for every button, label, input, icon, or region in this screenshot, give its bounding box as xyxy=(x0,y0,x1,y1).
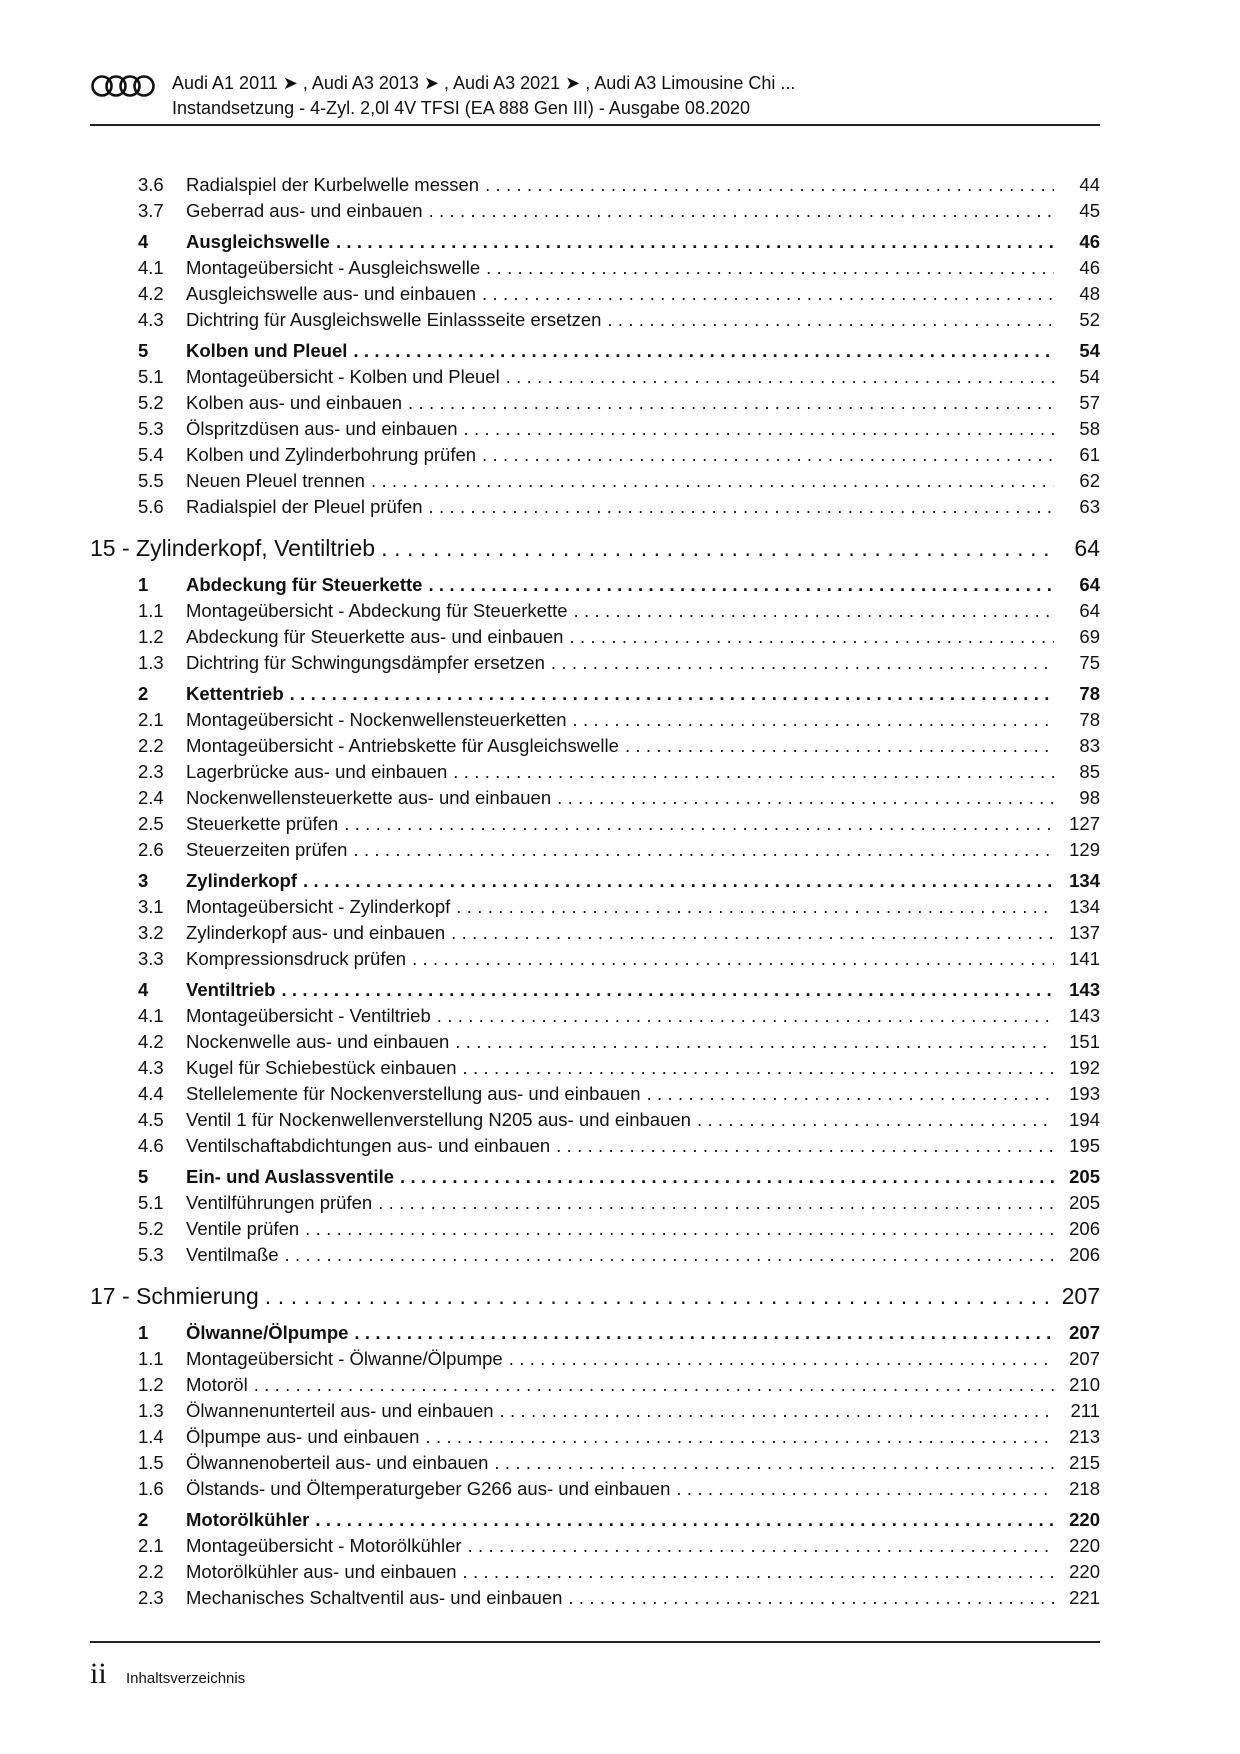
toc-title: Lagerbrücke aus- und einbauen xyxy=(186,761,448,782)
toc-entry[interactable] xyxy=(90,418,1100,444)
toc-page-number: 205 xyxy=(1069,1192,1100,1213)
toc-leader-dots xyxy=(303,870,1054,892)
toc-leader-dots xyxy=(429,496,1054,518)
toc-number: 5.6 xyxy=(138,496,164,517)
toc-number: 2.6 xyxy=(138,839,164,860)
toc-entry[interactable] xyxy=(90,1109,1100,1135)
toc-title: Radialspiel der Kurbelwelle messen xyxy=(186,174,480,195)
toc-title: Steuerzeiten prüfen xyxy=(186,839,348,860)
toc-leader-dots xyxy=(381,535,1048,562)
toc-page-number: 54 xyxy=(1079,366,1100,387)
toc-leader-dots xyxy=(625,735,1054,757)
page-number: ii xyxy=(90,1657,107,1690)
toc-entry[interactable] xyxy=(90,1218,1100,1244)
toc-page-number: 46 xyxy=(1079,257,1100,278)
toc-page-number: 192 xyxy=(1069,1057,1100,1078)
toc-entry[interactable] xyxy=(90,709,1100,735)
toc-entry[interactable] xyxy=(90,1005,1100,1031)
toc-title: Ölwannenoberteil aus- und einbauen xyxy=(186,1452,489,1473)
toc-title: Stellelemente für Nockenverstellung aus- und einbauen xyxy=(186,1083,641,1104)
toc-entry[interactable] xyxy=(90,1561,1100,1587)
toc-title: Montageübersicht - Nockenwellensteuerketten xyxy=(186,709,567,730)
toc-page-number: 211 xyxy=(1070,1400,1100,1421)
toc-section[interactable] xyxy=(90,979,1100,1005)
toc-page-number: 78 xyxy=(1079,709,1100,730)
toc-leader-dots xyxy=(281,979,1054,1001)
toc-title: Ölstands- und Öltemperaturgeber G266 aus- und einbauen xyxy=(186,1478,671,1499)
toc-number: 4.3 xyxy=(138,309,164,330)
toc-leader-dots xyxy=(482,283,1054,305)
page-footer xyxy=(90,1641,1100,1703)
toc-title: Abdeckung für Steuerkette xyxy=(186,574,423,595)
toc-page-number: 64 xyxy=(1079,574,1100,595)
toc-leader-dots xyxy=(697,1109,1054,1131)
toc-page-number: 64 xyxy=(1079,600,1100,621)
toc-title: Montageübersicht - Zylinderkopf xyxy=(186,896,451,917)
toc-entry[interactable] xyxy=(90,1031,1100,1057)
toc-title: Nockenwelle aus- und einbauen xyxy=(186,1031,450,1052)
toc-leader-dots xyxy=(462,1561,1054,1583)
toc-entry[interactable] xyxy=(90,1400,1100,1426)
toc-leader-dots xyxy=(500,1400,1054,1422)
toc-number: 3.1 xyxy=(138,896,164,917)
toc-leader-dots xyxy=(509,1348,1054,1370)
toc-leader-dots xyxy=(437,1005,1054,1027)
toc-chapter[interactable] xyxy=(90,535,1100,569)
toc-entry[interactable] xyxy=(90,283,1100,309)
toc-leader-dots xyxy=(290,683,1054,705)
page-header xyxy=(90,70,1100,126)
toc-number: 4.4 xyxy=(138,1083,164,1104)
toc-leader-dots xyxy=(482,444,1054,466)
toc-entry[interactable] xyxy=(90,1426,1100,1452)
toc-number: 4.3 xyxy=(138,1057,164,1078)
toc-leader-dots xyxy=(315,1509,1054,1531)
toc-number: 1.3 xyxy=(138,1400,164,1421)
toc-title: Ausgleichswelle aus- und einbauen xyxy=(186,283,477,304)
toc-page-number: 46 xyxy=(1079,231,1100,252)
toc-entry[interactable] xyxy=(90,761,1100,787)
toc-leader-dots xyxy=(344,813,1054,835)
toc-page-number: 141 xyxy=(1069,948,1100,969)
toc-title: Montageübersicht - Ventiltrieb xyxy=(186,1005,431,1026)
toc-page-number: 64 xyxy=(1074,535,1100,561)
toc-entry[interactable] xyxy=(90,496,1100,522)
toc-number: 1 xyxy=(138,1322,149,1343)
toc-leader-dots xyxy=(428,574,1054,596)
toc-entry[interactable] xyxy=(90,366,1100,392)
toc-number: 2.1 xyxy=(138,1535,164,1556)
toc-page-number: 220 xyxy=(1069,1535,1100,1556)
toc-entry[interactable] xyxy=(90,1057,1100,1083)
toc-page-number: 57 xyxy=(1079,392,1100,413)
toc-leader-dots xyxy=(486,257,1054,279)
toc-entry[interactable] xyxy=(90,1135,1100,1161)
toc-number: 5 xyxy=(138,1166,149,1187)
toc-page-number: 221 xyxy=(1069,1587,1100,1608)
toc-number: 2.4 xyxy=(138,787,164,808)
toc-number: 1.2 xyxy=(138,626,164,647)
toc-page-number: 218 xyxy=(1069,1478,1100,1499)
toc-leader-dots xyxy=(378,1192,1054,1214)
toc-number: 2.1 xyxy=(138,709,164,730)
toc-section[interactable] xyxy=(90,231,1100,257)
toc-title: Motorölkühler xyxy=(186,1509,310,1530)
toc-title: Kolben und Zylinderbohrung prüfen xyxy=(186,444,477,465)
toc-leader-dots xyxy=(485,174,1054,196)
toc-leader-dots xyxy=(568,1587,1054,1609)
toc-leader-dots xyxy=(574,600,1054,622)
toc-leader-dots xyxy=(451,922,1054,944)
toc-page-number: 206 xyxy=(1069,1218,1100,1239)
toc-title: Ein- und Auslassventile xyxy=(186,1166,394,1187)
toc-title: Ölspritzdüsen aus- und einbauen xyxy=(186,418,458,439)
toc-title: Ventil 1 für Nockenwellenverstellung N205 aus- und einbauen xyxy=(186,1109,691,1130)
toc-number: 1.1 xyxy=(138,1348,164,1369)
toc-page-number: 54 xyxy=(1079,340,1100,361)
table-of-contents xyxy=(90,174,1100,1613)
toc-entry[interactable] xyxy=(90,948,1100,974)
toc-page-number: 207 xyxy=(1069,1322,1100,1343)
toc-page-number: 85 xyxy=(1079,761,1100,782)
toc-title: Kompressionsdruck prüfen xyxy=(186,948,407,969)
toc-number: 2.3 xyxy=(138,761,164,782)
toc-page-number: 143 xyxy=(1069,979,1100,1000)
toc-leader-dots xyxy=(353,340,1054,362)
toc-number: 5.1 xyxy=(138,1192,164,1213)
toc-entry[interactable] xyxy=(90,1192,1100,1218)
toc-page-number: 213 xyxy=(1069,1426,1100,1447)
toc-leader-dots xyxy=(265,1283,1048,1310)
toc-number: 3.6 xyxy=(138,174,164,195)
toc-number: 2.3 xyxy=(138,1587,164,1608)
toc-page-number: 98 xyxy=(1079,787,1100,808)
toc-leader-dots xyxy=(412,948,1054,970)
toc-leader-dots xyxy=(647,1083,1054,1105)
toc-title: Ölwannenunterteil aus- und einbauen xyxy=(186,1400,494,1421)
toc-page-number: 134 xyxy=(1069,870,1100,891)
toc-title: Mechanisches Schaltventil aus- und einbauen xyxy=(186,1587,563,1608)
header-manual-title: Instandsetzung - 4-Zyl. 2,0l 4V TFSI (EA 888 Gen III) - Ausgabe 08.2020 xyxy=(172,98,750,118)
toc-number: 5.2 xyxy=(138,1218,164,1239)
toc-title: Motoröl xyxy=(186,1374,248,1395)
toc-entry[interactable] xyxy=(90,896,1100,922)
toc-title: Montageübersicht - Abdeckung für Steuerkette xyxy=(186,600,568,621)
toc-title: Kettentrieb xyxy=(186,683,284,704)
toc-title: Abdeckung für Steuerkette aus- und einbauen xyxy=(186,626,564,647)
toc-title: Geberrad aus- und einbauen xyxy=(186,200,423,221)
toc-number: 3.2 xyxy=(138,922,164,943)
toc-number: 4.2 xyxy=(138,1031,164,1052)
toc-leader-dots xyxy=(556,1135,1054,1157)
toc-page-number: 78 xyxy=(1079,683,1100,704)
toc-title: Ventile prüfen xyxy=(186,1218,300,1239)
toc-entry[interactable] xyxy=(90,1535,1100,1561)
toc-page-number: 45 xyxy=(1079,200,1100,221)
toc-number: 5.2 xyxy=(138,392,164,413)
toc-entry[interactable] xyxy=(90,174,1100,200)
toc-title: Ölpumpe aus- und einbauen xyxy=(186,1426,420,1447)
toc-entry[interactable] xyxy=(90,922,1100,948)
toc-entry[interactable] xyxy=(90,1083,1100,1109)
toc-title: Nockenwellensteuerkette aus- und einbauen xyxy=(186,787,552,808)
toc-title: Montageübersicht - Kolben und Pleuel xyxy=(186,366,500,387)
toc-title: 17 - Schmierung xyxy=(90,1283,259,1309)
toc-leader-dots xyxy=(464,418,1054,440)
toc-number: 4.6 xyxy=(138,1135,164,1156)
toc-entry[interactable] xyxy=(90,813,1100,839)
toc-page-number: 215 xyxy=(1069,1452,1100,1473)
audi-rings-icon xyxy=(90,74,156,98)
toc-number: 1.5 xyxy=(138,1452,164,1473)
toc-number: 4 xyxy=(138,231,149,252)
toc-leader-dots xyxy=(285,1244,1054,1266)
toc-page-number: 69 xyxy=(1079,626,1100,647)
toc-page-number: 83 xyxy=(1079,735,1100,756)
toc-title: Ventiltrieb xyxy=(186,979,276,1000)
toc-section[interactable] xyxy=(90,574,1100,600)
toc-number: 3.7 xyxy=(138,200,164,221)
toc-leader-dots xyxy=(455,1031,1054,1053)
toc-title: Montageübersicht - Antriebskette für Ausgleichswelle xyxy=(186,735,619,756)
toc-page-number: 63 xyxy=(1079,496,1100,517)
toc-number: 4.1 xyxy=(138,1005,164,1026)
toc-page-number: 134 xyxy=(1069,896,1100,917)
toc-title: Dichtring für Ausgleichswelle Einlassseite ersetzen xyxy=(186,309,602,330)
toc-title: 15 - Zylinderkopf, Ventiltrieb xyxy=(90,535,376,561)
footer-label: Inhaltsverzeichnis xyxy=(126,1670,246,1687)
toc-leader-dots xyxy=(254,1374,1054,1396)
toc-entry[interactable] xyxy=(90,735,1100,761)
toc-number: 2 xyxy=(138,683,149,704)
toc-page-number: 151 xyxy=(1069,1031,1100,1052)
toc-leader-dots xyxy=(408,392,1054,414)
toc-leader-dots xyxy=(429,200,1054,222)
toc-leader-dots xyxy=(551,652,1054,674)
toc-page-number: 220 xyxy=(1069,1561,1100,1582)
toc-page-number: 75 xyxy=(1079,652,1100,673)
toc-title: Zylinderkopf aus- und einbauen xyxy=(186,922,446,943)
toc-section[interactable] xyxy=(90,1166,1100,1192)
toc-title: Kolben und Pleuel xyxy=(186,340,348,361)
toc-page-number: 52 xyxy=(1079,309,1100,330)
toc-section[interactable] xyxy=(90,683,1100,709)
toc-title: Montageübersicht - Motorölkühler xyxy=(186,1535,462,1556)
toc-entry[interactable] xyxy=(90,600,1100,626)
toc-section[interactable] xyxy=(90,1509,1100,1535)
toc-title: Ventilschaftabdichtungen aus- und einbauen xyxy=(186,1135,551,1156)
toc-entry[interactable] xyxy=(90,200,1100,226)
toc-page-number: 194 xyxy=(1069,1109,1100,1130)
toc-page-number: 62 xyxy=(1079,470,1100,491)
toc-entry[interactable] xyxy=(90,1587,1100,1613)
toc-title: Steuerkette prüfen xyxy=(186,813,339,834)
toc-leader-dots xyxy=(371,470,1054,492)
toc-page-number: 206 xyxy=(1069,1244,1100,1265)
toc-leader-dots xyxy=(305,1218,1054,1240)
toc-number: 2 xyxy=(138,1509,149,1530)
toc-number: 2.2 xyxy=(138,735,164,756)
toc-entry[interactable] xyxy=(90,839,1100,865)
toc-leader-dots xyxy=(336,231,1054,253)
toc-title: Radialspiel der Pleuel prüfen xyxy=(186,496,423,517)
toc-entry[interactable] xyxy=(90,1452,1100,1478)
toc-chapter[interactable] xyxy=(90,1283,1100,1317)
toc-title: Ölwanne/Ölpumpe xyxy=(186,1322,349,1343)
header-vehicle-models: Audi A1 2011 ➤ , Audi A3 2013 ➤ , Audi A3 2021 ➤ , Audi A3 Limousine Chi ... xyxy=(172,73,796,93)
toc-leader-dots xyxy=(506,366,1054,388)
toc-title: Motorölkühler aus- und einbauen xyxy=(186,1561,457,1582)
toc-number: 1 xyxy=(138,574,149,595)
toc-number: 5.3 xyxy=(138,418,164,439)
toc-entry[interactable] xyxy=(90,444,1100,470)
toc-number: 1.3 xyxy=(138,652,164,673)
toc-page-number: 193 xyxy=(1069,1083,1100,1104)
toc-entry[interactable] xyxy=(90,1348,1100,1374)
toc-page-number: 129 xyxy=(1069,839,1100,860)
toc-section[interactable] xyxy=(90,870,1100,896)
toc-page-number: 210 xyxy=(1069,1374,1100,1395)
toc-entry[interactable] xyxy=(90,787,1100,813)
toc-section[interactable] xyxy=(90,1322,1100,1348)
toc-leader-dots xyxy=(676,1478,1054,1500)
toc-leader-dots xyxy=(468,1535,1054,1557)
toc-leader-dots xyxy=(569,626,1054,648)
toc-title: Zylinderkopf xyxy=(186,870,298,891)
toc-leader-dots xyxy=(425,1426,1054,1448)
toc-entry[interactable] xyxy=(90,309,1100,335)
toc-leader-dots xyxy=(456,896,1054,918)
toc-number: 1.1 xyxy=(138,600,164,621)
toc-page-number: 58 xyxy=(1079,418,1100,439)
toc-leader-dots xyxy=(453,761,1054,783)
toc-page-number: 61 xyxy=(1079,444,1100,465)
toc-number: 5.5 xyxy=(138,470,164,491)
toc-number: 1.6 xyxy=(138,1478,164,1499)
toc-leader-dots xyxy=(573,709,1055,731)
toc-leader-dots xyxy=(463,1057,1055,1079)
toc-page-number: 207 xyxy=(1069,1348,1100,1369)
toc-number: 3 xyxy=(138,870,149,891)
toc-entry[interactable] xyxy=(90,1478,1100,1504)
toc-leader-dots xyxy=(400,1166,1054,1188)
toc-title: Kugel für Schiebestück einbauen xyxy=(186,1057,457,1078)
toc-title: Neuen Pleuel trennen xyxy=(186,470,365,491)
toc-leader-dots xyxy=(557,787,1054,809)
toc-page-number: 44 xyxy=(1079,174,1100,195)
toc-entry[interactable] xyxy=(90,626,1100,652)
toc-page-number: 195 xyxy=(1069,1135,1100,1156)
toc-number: 5.1 xyxy=(138,366,164,387)
toc-title: Ausgleichswelle xyxy=(186,231,330,252)
toc-entry[interactable] xyxy=(90,1244,1100,1270)
toc-number: 2.2 xyxy=(138,1561,164,1582)
toc-entry[interactable] xyxy=(90,1374,1100,1400)
toc-title: Ventilmaße xyxy=(186,1244,279,1265)
toc-number: 5.3 xyxy=(138,1244,164,1265)
toc-number: 5.4 xyxy=(138,444,164,465)
toc-leader-dots xyxy=(353,839,1054,861)
toc-entry[interactable] xyxy=(90,652,1100,678)
toc-page-number: 205 xyxy=(1069,1166,1100,1187)
toc-number: 4.5 xyxy=(138,1109,164,1130)
toc-number: 3.3 xyxy=(138,948,164,969)
toc-title: Kolben aus- und einbauen xyxy=(186,392,403,413)
toc-page-number: 220 xyxy=(1069,1509,1100,1530)
toc-title: Montageübersicht - Ölwanne/Ölpumpe xyxy=(186,1348,503,1369)
toc-entry[interactable] xyxy=(90,470,1100,496)
toc-leader-dots xyxy=(494,1452,1054,1474)
toc-title: Dichtring für Schwingungsdämpfer ersetzen xyxy=(186,652,545,673)
toc-number: 4.1 xyxy=(138,257,164,278)
toc-leader-dots xyxy=(607,309,1054,331)
toc-page-number: 127 xyxy=(1069,813,1100,834)
toc-number: 2.5 xyxy=(138,813,164,834)
toc-page-number: 207 xyxy=(1061,1283,1100,1309)
toc-number: 4.2 xyxy=(138,283,164,304)
toc-leader-dots xyxy=(354,1322,1054,1344)
toc-title: Ventilführungen prüfen xyxy=(186,1192,373,1213)
toc-page-number: 137 xyxy=(1069,922,1100,943)
toc-number: 1.2 xyxy=(138,1374,164,1395)
toc-entry[interactable] xyxy=(90,392,1100,418)
toc-page-number: 48 xyxy=(1079,283,1100,304)
toc-number: 4 xyxy=(138,979,149,1000)
toc-page-number: 143 xyxy=(1069,1005,1100,1026)
toc-entry[interactable] xyxy=(90,257,1100,283)
toc-number: 5 xyxy=(138,340,149,361)
toc-title: Montageübersicht - Ausgleichswelle xyxy=(186,257,481,278)
toc-number: 1.4 xyxy=(138,1426,164,1447)
toc-section[interactable] xyxy=(90,340,1100,366)
